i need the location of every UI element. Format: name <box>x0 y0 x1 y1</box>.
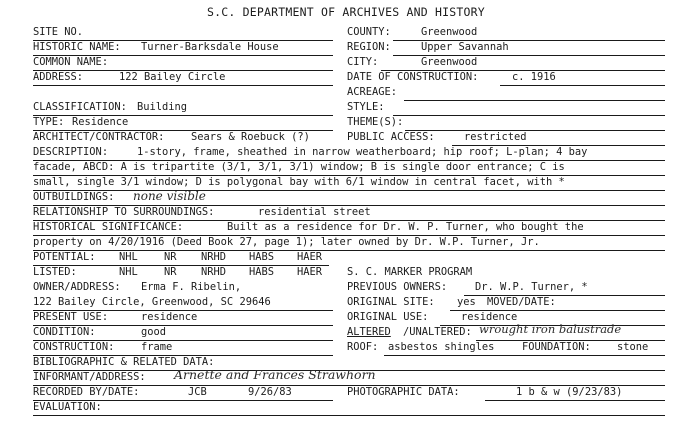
county-value: Greenwood <box>421 26 478 38</box>
style-label: STYLE: <box>347 101 385 113</box>
city-value: Greenwood <box>421 56 478 68</box>
historical-significance-label: HISTORICAL SIGNIFICANCE: <box>33 221 184 233</box>
public-access-label: PUBLIC ACCESS: <box>347 131 435 143</box>
original-site-value: yes <box>457 296 476 308</box>
outbuildings-value: none visible <box>133 189 206 203</box>
relationship-label: RELATIONSHIP TO SURROUNDINGS: <box>33 206 215 218</box>
unaltered-label: /UNALTERED: <box>403 326 472 338</box>
photographic-data-value: 1 b & w (9/23/83) <box>516 386 623 398</box>
potential-nrhd: NRHD <box>201 251 227 263</box>
relationship-value: residential street <box>258 206 371 218</box>
potential-rule <box>33 265 329 266</box>
significance-line-2: property on 4/20/1916 (Deed Book 27, page 1); later owned by Dr. W.P. Turner, Jr. <box>33 236 540 248</box>
description-line-2: facade, ABCD: A is tripartite (3/1, 3/1, 3/1) window; B is single door entrance; C is <box>33 161 565 173</box>
altered-note: wrought iron balustrade <box>479 322 622 336</box>
marker-program-label: S. C. MARKER PROGRAM <box>347 266 473 278</box>
theme-rule <box>405 130 665 131</box>
potential-habs: HABS <box>249 251 275 263</box>
acreage-label: ACREAGE: <box>347 86 398 98</box>
owner-line-2: 122 Bailey Circle, Greenwood, SC 29646 <box>33 296 271 308</box>
roof-label: ROOF: <box>347 341 379 353</box>
classification-label: CLASSIFICATION: <box>33 101 127 113</box>
foundation-label: FOUNDATION: <box>522 341 591 353</box>
previous-owners-label: PREVIOUS OWNERS: <box>347 281 448 293</box>
description-label: DESCRIPTION: <box>33 146 109 158</box>
potential-label: POTENTIAL: <box>33 251 96 263</box>
region-value: Upper Savannah <box>421 41 509 53</box>
public-access-value: restricted <box>464 131 527 143</box>
date-of-construction-label: DATE OF CONSTRUCTION: <box>347 71 479 83</box>
listed-haer: HAER <box>297 266 323 278</box>
potential-nr: NR <box>164 251 177 263</box>
acreage-rule <box>404 100 665 101</box>
moved-date-label: MOVED/DATE: <box>487 296 556 308</box>
construction-value: frame <box>141 341 173 353</box>
listed-label: LISTED: <box>33 266 77 278</box>
evaluation-rule <box>33 415 665 416</box>
listed-habs: HABS <box>249 266 275 278</box>
foundation-value: stone <box>617 341 649 353</box>
site-no-label: SITE NO. <box>33 26 84 38</box>
recorded-date-value: 9/26/83 <box>248 386 292 398</box>
type-label: TYPE: <box>33 116 65 128</box>
significance-line-1: Built as a residence for Dr. W. P. Turner, who bought the <box>227 221 584 233</box>
informant-value: Arnette and Frances Strawhorn <box>174 367 376 382</box>
informant-label: INFORMANT/ADDRESS: <box>33 371 146 383</box>
address-value: 122 Bailey Circle <box>119 71 226 83</box>
recorded-by-value: JCB <box>188 386 207 398</box>
owner-line-1: Erma F. Ribelin, <box>141 281 242 293</box>
roof-value: asbestos shingles <box>388 341 495 353</box>
listed-nrhd: NRHD <box>201 266 227 278</box>
address-rule <box>33 85 333 86</box>
evaluation-label: EVALUATION: <box>33 401 102 413</box>
original-use-label: ORIGINAL USE: <box>347 311 429 323</box>
roof-rule <box>384 355 665 356</box>
original-site-label: ORIGINAL SITE: <box>347 296 435 308</box>
common-name-label: COMMON NAME: <box>33 56 109 68</box>
form-title: S.C. DEPARTMENT OF ARCHIVES AND HISTORY <box>207 5 485 19</box>
city-label: CITY: <box>347 56 379 68</box>
present-use-label: PRESENT USE: <box>33 311 109 323</box>
photographic-data-label: PHOTOGRAPHIC DATA: <box>347 386 460 398</box>
county-label: COUNTY: <box>347 26 391 38</box>
description-line-1: 1-story, frame, sheathed in narrow weatherboard; hip roof; L-plan; 4 bay <box>137 146 588 158</box>
previous-owners-value: Dr. W.P. Turner, * <box>475 281 588 293</box>
date-of-construction-rule <box>500 85 665 86</box>
listed-nhl: NHL <box>119 266 138 278</box>
potential-nhl: NHL <box>119 251 138 263</box>
type-value: Residence <box>72 116 129 128</box>
photographic-data-rule <box>485 400 665 401</box>
architect-label: ARCHITECT/CONTRACTOR: <box>33 131 165 143</box>
listed-nr: NR <box>164 266 177 278</box>
classification-value: Building <box>137 101 188 113</box>
style-rule <box>393 115 665 116</box>
original-use-value: residence <box>461 311 518 323</box>
address-label: ADDRESS: <box>33 71 84 83</box>
recorded-by-label: RECORDED BY/DATE: <box>33 386 140 398</box>
altered-label: ALTERED <box>347 326 391 338</box>
outbuildings-label: OUTBUILDINGS: <box>33 191 115 203</box>
owner-address-label: OWNER/ADDRESS: <box>33 281 121 293</box>
potential-haer: HAER <box>297 251 323 263</box>
historic-name-label: HISTORIC NAME: <box>33 41 121 53</box>
region-label: REGION: <box>347 41 391 53</box>
theme-label: THEME(S): <box>347 116 404 128</box>
description-rule-3 <box>33 190 665 191</box>
condition-value: good <box>141 326 167 338</box>
present-use-value: residence <box>141 311 198 323</box>
condition-label: CONDITION: <box>33 326 96 338</box>
architect-value: Sears & Roebuck (?) <box>191 131 310 143</box>
construction-label: CONSTRUCTION: <box>33 341 115 353</box>
date-of-construction-value: c. 1916 <box>512 71 556 83</box>
description-line-3: small, single 3/1 window; D is polygonal bay with 6/1 window in central facet, with * <box>33 176 565 188</box>
historic-name-value: Turner-Barksdale House <box>141 41 279 53</box>
bibliographic-label: BIBLIOGRAPHIC & RELATED DATA: <box>33 356 215 368</box>
